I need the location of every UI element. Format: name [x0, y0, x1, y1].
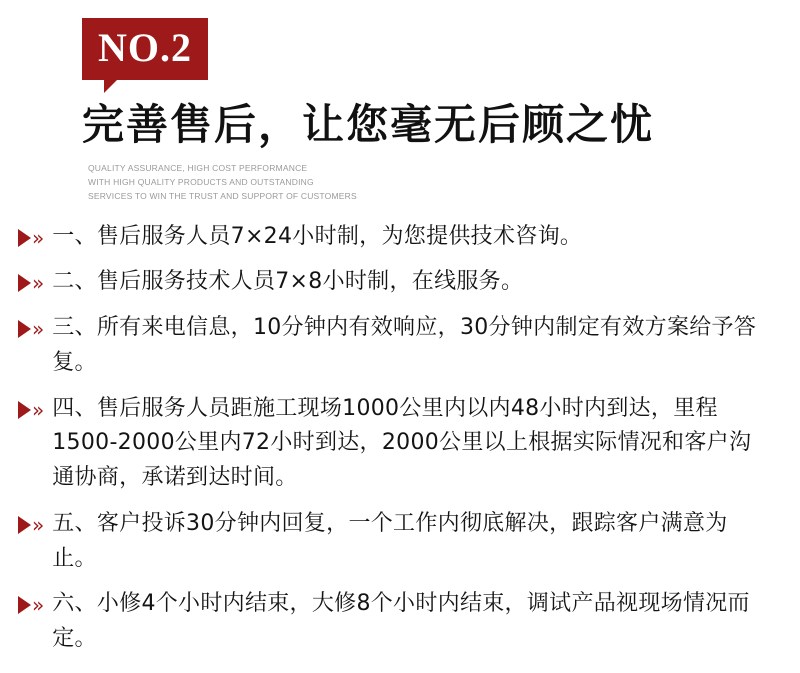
- chevron-right-icon: »: [32, 397, 45, 422]
- chevron-right-icon: »: [32, 317, 45, 342]
- chevron-right-icon: »: [32, 593, 45, 618]
- bullet-arrow-icon: [18, 317, 45, 342]
- bullet-arrow-icon: [18, 397, 45, 422]
- list-item: [18, 311, 770, 381]
- section-number-label: NO.2: [82, 18, 208, 80]
- list-item: [18, 587, 770, 657]
- list-item-text: 六、小修4个小时内结束，大修8个小时内结束，调试产品视现场情况而定。: [52, 591, 750, 652]
- triangle-icon: [18, 320, 31, 338]
- chevron-right-icon: »: [32, 512, 45, 537]
- page-title: 完善售后，让您毫无后顾之忧: [82, 103, 655, 149]
- list-item: [18, 220, 770, 255]
- list-item-text: 三、所有来电信息，10分钟内有效响应，30分钟内制定有效方案给予答复。: [52, 315, 757, 375]
- service-list: [0, 220, 800, 657]
- list-item-text: 一、售后服务人员7×24小时制，为您提供技术咨询。: [52, 223, 583, 249]
- page-header: [0, 0, 800, 204]
- triangle-icon: [18, 229, 31, 247]
- chevron-right-icon: »: [32, 271, 45, 296]
- list-item: [18, 507, 770, 577]
- bullet-arrow-icon: [18, 512, 45, 537]
- bullet-arrow-icon: [18, 593, 45, 618]
- badge-tail-shape: [104, 79, 118, 93]
- triangle-icon: [18, 596, 31, 614]
- subtitle-line-1: QUALITY ASSURANCE, HIGH COST PERFORMANCE: [88, 163, 308, 174]
- subtitle-english: [88, 162, 800, 203]
- chevron-right-icon: »: [32, 225, 45, 250]
- triangle-icon: [18, 401, 31, 419]
- list-item: [18, 265, 770, 300]
- subtitle-line-2: WITH HIGH QUALITY PRODUCTS AND OUTSTANDING: [88, 177, 314, 188]
- triangle-icon: [18, 274, 31, 292]
- subtitle-line-3: SERVICES TO WIN THE TRUST AND SUPPORT OF CUSTOMERS: [88, 190, 357, 201]
- bullet-arrow-icon: [18, 225, 45, 250]
- list-item-text: 二、售后服务技术人员7×8小时制，在线服务。: [52, 269, 524, 295]
- triangle-icon: [18, 516, 31, 534]
- list-item: [18, 392, 770, 496]
- bullet-arrow-icon: [18, 271, 45, 296]
- list-item-text: 五、客户投诉30分钟内回复，一个工作内彻底解决，跟踪客户满意为止。: [52, 510, 728, 571]
- list-item-text: 四、售后服务人员距施工现场1000公里内以内48小时内到达，里程1500-2000公里内72小时到达，2000公里以上根据实际情况和客户沟通协商，承诺到达时间。: [52, 395, 752, 491]
- section-number-badge: [82, 18, 208, 80]
